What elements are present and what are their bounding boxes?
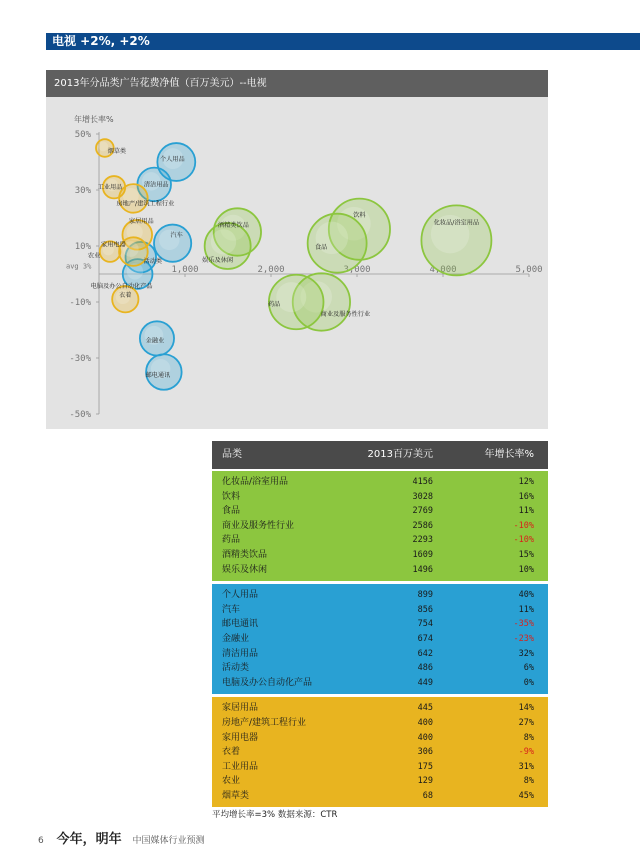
row-value: 754 <box>417 619 433 630</box>
header-category: 品类 <box>222 449 242 460</box>
row-category: 饮料 <box>222 491 241 502</box>
bubble-label: 个人用品 <box>159 156 185 163</box>
table-footer <box>212 807 548 823</box>
row-category: 食品 <box>222 506 241 517</box>
bubble-label: 家用电器 <box>101 241 126 249</box>
row-category: 酒精类饮品 <box>222 549 268 560</box>
row-category: 娱乐及休闲 <box>222 564 268 575</box>
row-growth: 8% <box>523 776 534 787</box>
row-category: 家居用品 <box>222 703 259 714</box>
bubble-label: 衣着 <box>119 292 132 300</box>
table-row <box>212 701 548 716</box>
row-value: 1609 <box>412 549 433 560</box>
average-label: avg 3% <box>66 262 92 271</box>
row-growth: 15% <box>518 549 534 560</box>
row-growth: 12% <box>518 477 534 487</box>
table-row <box>212 504 548 519</box>
section-title: 电视 +2%, +2% <box>52 34 150 48</box>
row-category: 个人用品 <box>222 590 259 601</box>
row-category: 农业 <box>222 776 241 787</box>
bubble-label: 商业及服务性行业 <box>320 311 371 318</box>
y-tick-label: 30% <box>74 186 91 196</box>
x-tick-label: 3,000 <box>343 265 371 275</box>
table-body <box>212 471 548 807</box>
row-growth: 32% <box>518 648 534 659</box>
row-growth: 11% <box>518 604 534 615</box>
table-row <box>212 774 548 789</box>
bubble-label: 金融业 <box>145 337 165 345</box>
bubble-chart-panel <box>46 70 548 429</box>
table-row <box>212 661 548 676</box>
row-growth: 8% <box>523 732 534 743</box>
y-axis-title: 年增长率% <box>74 115 114 124</box>
row-value: 2769 <box>412 506 433 517</box>
publication-subtitle: 中国媒体行业预测 <box>132 836 205 846</box>
table-group <box>212 584 548 694</box>
row-growth: -10% <box>513 535 534 546</box>
header-value: 2013百万美元 <box>367 449 433 460</box>
table-row <box>212 548 548 563</box>
y-tick-label: -50% <box>69 410 91 420</box>
x-tick-label: 1,000 <box>171 265 199 275</box>
row-growth: 45% <box>518 790 534 801</box>
table-row <box>212 617 548 632</box>
row-value: 445 <box>417 703 433 714</box>
row-category: 烟草类 <box>222 790 250 801</box>
table-row <box>212 603 548 618</box>
bubble-label: 娱乐及休闲 <box>202 257 234 264</box>
row-category: 汽车 <box>222 604 241 615</box>
page-number: 6 <box>38 836 44 846</box>
publication-title: 今年，明年 <box>56 832 122 847</box>
row-category: 家用电器 <box>222 732 259 743</box>
section-header <box>46 33 640 50</box>
table-row <box>212 647 548 662</box>
table-row <box>212 789 548 804</box>
table-row <box>212 632 548 647</box>
y-tick-label: 50% <box>74 130 91 140</box>
bubble-label: 化妆品/浴室用品 <box>433 219 480 227</box>
bubble-label: 烟草类 <box>107 148 127 155</box>
table-group <box>212 697 548 807</box>
row-value: 899 <box>417 590 433 601</box>
table-row <box>212 731 548 746</box>
table-row <box>212 760 548 775</box>
row-growth: -23% <box>513 633 534 644</box>
bubble-label: 工业用品 <box>97 184 123 192</box>
row-value: 68 <box>422 790 433 801</box>
bubble-label: 酒精类饮品 <box>217 222 249 229</box>
row-growth: -9% <box>518 747 534 758</box>
bubble-label: 汽车 <box>170 232 183 240</box>
row-growth: 31% <box>518 761 534 772</box>
table-header <box>212 441 548 469</box>
row-category: 药品 <box>222 535 241 546</box>
bubble-label: 食品 <box>314 244 328 252</box>
y-tick-label: -30% <box>69 354 91 364</box>
table-row <box>212 745 548 760</box>
row-growth: 16% <box>518 491 534 502</box>
table-row <box>212 533 548 548</box>
bubble-label: 药品 <box>268 301 281 308</box>
row-category: 房地产/建筑工程行业 <box>222 717 307 728</box>
row-category: 工业用品 <box>222 761 259 772</box>
bubble-label: 房地产/建筑工程行业 <box>116 200 175 208</box>
table-row <box>212 716 548 731</box>
x-tick-label: 4,000 <box>429 265 457 275</box>
row-value: 674 <box>417 633 433 644</box>
table-row <box>212 519 548 534</box>
bubble-label: 家居用品 <box>128 217 154 225</box>
row-value: 2293 <box>412 535 433 546</box>
row-growth: 11% <box>518 506 534 517</box>
row-category: 化妆品/浴室用品 <box>222 477 289 487</box>
y-tick-label: 10% <box>74 242 91 252</box>
row-growth: 0% <box>523 677 534 688</box>
x-tick-label: 2,000 <box>257 265 285 275</box>
row-category: 电脑及办公自动化产品 <box>222 677 313 688</box>
bubble-highlight <box>276 282 306 312</box>
row-value: 3028 <box>412 491 433 502</box>
bubble-label: 邮电通讯 <box>145 372 171 379</box>
row-growth: 6% <box>523 663 534 674</box>
row-value: 856 <box>417 604 433 615</box>
row-category: 商业及服务性行业 <box>222 520 295 531</box>
bubble-chart <box>46 70 548 429</box>
header-growth: 年增长率% <box>484 449 534 460</box>
row-growth: 10% <box>518 564 534 575</box>
data-source-note: 数据来源：CTR <box>277 810 338 821</box>
row-value: 2586 <box>412 520 433 531</box>
row-value: 400 <box>417 732 433 743</box>
table-group <box>212 471 548 581</box>
row-growth: -35% <box>513 619 534 630</box>
bubble-label: 农业 <box>87 252 101 260</box>
bubble-label: 清洁用品 <box>143 181 169 189</box>
row-growth: 40% <box>518 590 534 601</box>
bubble-label: 饮料 <box>353 212 366 220</box>
x-tick-label: 5,000 <box>515 265 543 275</box>
row-growth: 14% <box>518 703 534 714</box>
row-category: 邮电通讯 <box>222 619 259 630</box>
row-value: 129 <box>417 776 433 787</box>
bubble-highlight <box>211 229 236 254</box>
table-row <box>212 475 548 490</box>
table-row <box>212 563 548 578</box>
average-growth-note: 平均增长率=3% <box>212 810 276 821</box>
row-value: 1496 <box>412 564 433 575</box>
row-growth: 27% <box>518 717 534 728</box>
table-row <box>212 676 548 691</box>
row-category: 清洁用品 <box>222 648 259 659</box>
row-growth: -10% <box>513 520 534 531</box>
row-category: 衣着 <box>222 747 241 758</box>
chart-title: 2013年分品类广告花费净值（百万美元）--电视 <box>46 70 548 97</box>
row-value: 642 <box>417 648 433 659</box>
row-category: 活动类 <box>222 663 250 674</box>
row-category: 金融业 <box>222 633 250 644</box>
page-footer <box>38 828 205 847</box>
row-value: 449 <box>417 677 433 688</box>
y-tick-label: -10% <box>69 298 91 308</box>
row-value: 306 <box>417 747 433 758</box>
row-value: 175 <box>417 761 433 772</box>
row-value: 486 <box>417 663 433 674</box>
bubble-label: 电脑及办公自动化产品 <box>90 283 153 290</box>
table-row <box>212 490 548 505</box>
bubble-label: 活动类 <box>143 258 163 266</box>
table-row <box>212 588 548 603</box>
row-value: 4156 <box>412 477 433 487</box>
category-table <box>212 441 548 823</box>
row-value: 400 <box>417 717 433 728</box>
